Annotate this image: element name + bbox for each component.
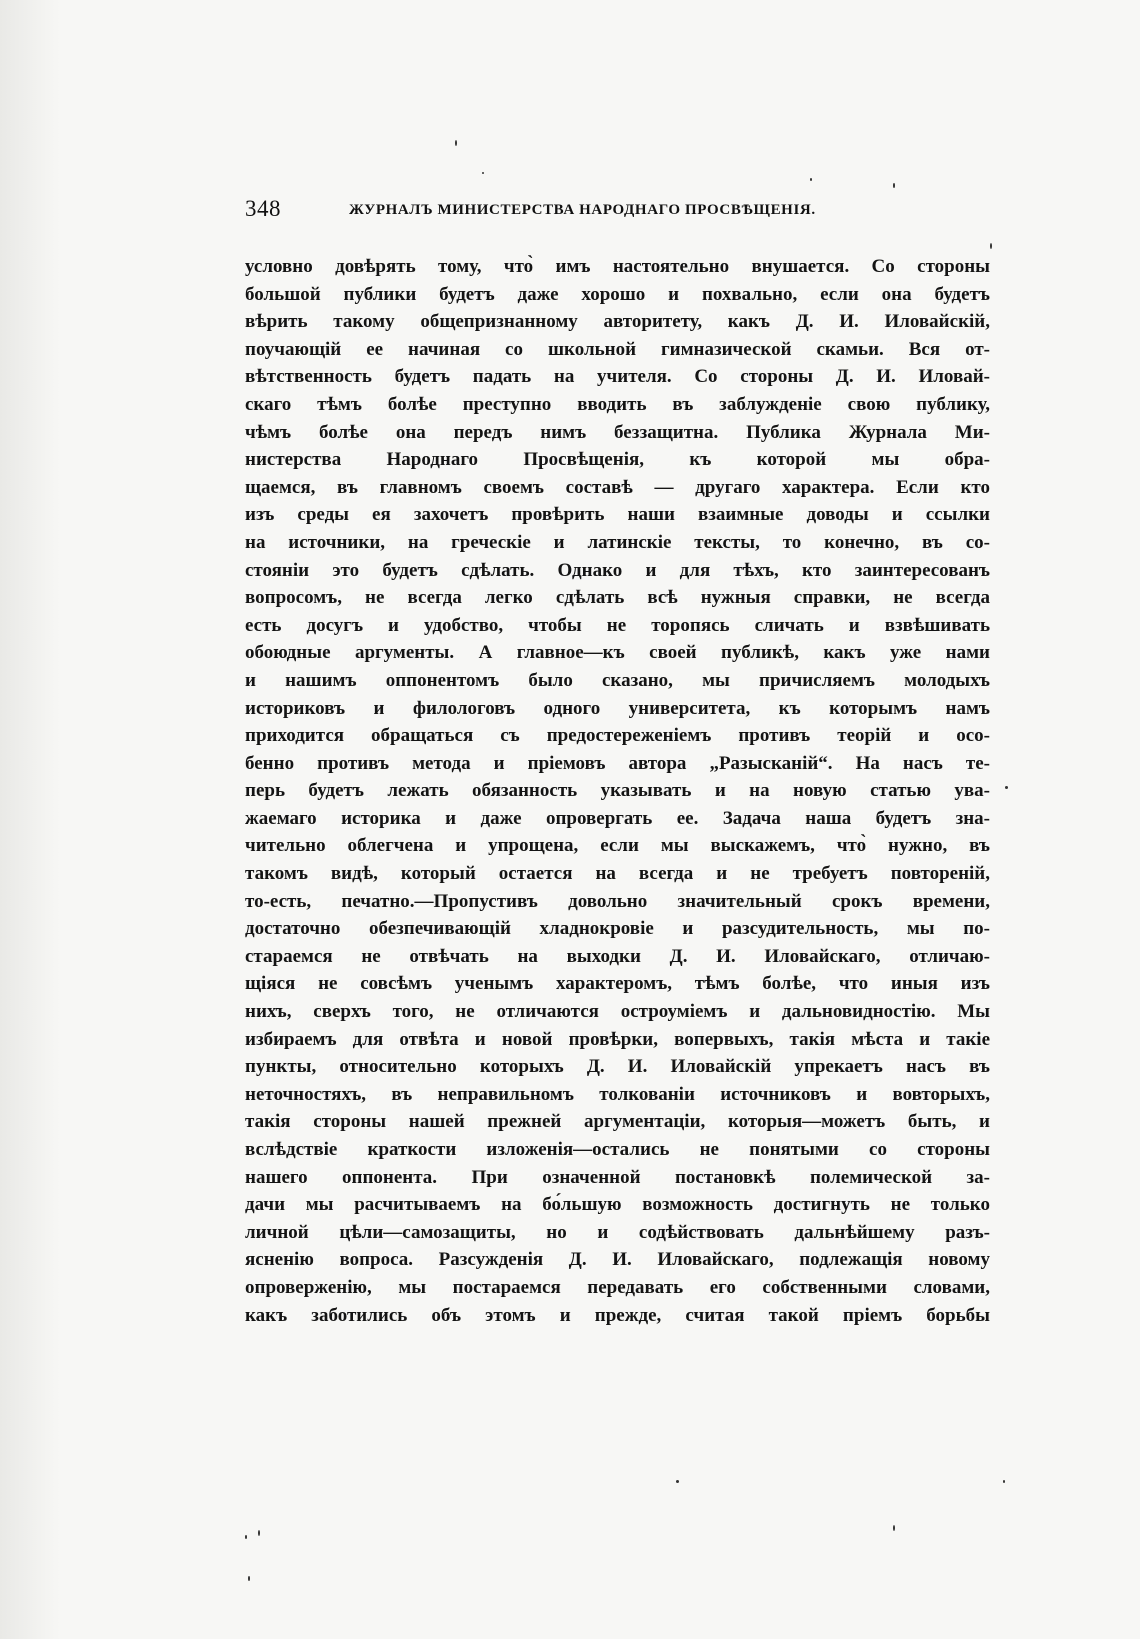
text-line: скаго тѣмъ болѣе преступно вводить въ заблужденіе свою публику, bbox=[245, 393, 990, 415]
scan-speck bbox=[258, 1530, 260, 1536]
text-line: чѣмъ болѣе она передъ нимъ беззащитна. Публика Журнала Ми- bbox=[245, 421, 990, 443]
text-line: такомъ видѣ, который остается на всегда и не требуетъ повтореній, bbox=[245, 863, 990, 885]
scan-speck bbox=[455, 140, 457, 146]
text-line: есть досугъ и удобство, чтобы не торопясь сличать и взвѣшивать bbox=[245, 614, 990, 636]
text-line: щіяся не совсѣмъ ученымъ характеромъ, тѣмъ болѣе, что иныя изъ bbox=[245, 973, 990, 995]
page-number: 348 bbox=[245, 196, 281, 221]
scan-speck bbox=[810, 178, 812, 181]
text-line: приходится обращаться съ предостереженіемъ противъ теорій и осо- bbox=[245, 725, 990, 747]
text-line: историковъ и филологовъ одного университета, къ которымъ намъ bbox=[245, 697, 990, 719]
text-line: нистерства Народнаго Просвѣщенія, къ которой мы обра- bbox=[245, 449, 990, 471]
scan-speck bbox=[1003, 1480, 1005, 1483]
scan-speck bbox=[1005, 786, 1008, 789]
text-line: нашего оппонента. При означенной постановкѣ полемической за- bbox=[245, 1166, 990, 1188]
page-header bbox=[245, 196, 925, 230]
text-line: опроверженію, мы постараемся передавать его собственными словами, bbox=[245, 1276, 990, 1298]
scan-speck bbox=[676, 1480, 679, 1483]
text-line: обоюдные аргументы. А главное—къ своей публикѣ, какъ уже нами bbox=[245, 642, 990, 664]
text-line: дачи мы расчитываемъ на бо́льшую возможность достигнуть не только bbox=[245, 1194, 990, 1216]
text-line: и нашимъ оппонентомъ было сказано, мы причисляемъ молодыхъ bbox=[245, 669, 990, 691]
text-line: нихъ, сверхъ того, не отличаются остроуміемъ и дальновидностію. Мы bbox=[245, 1001, 990, 1023]
scan-speck bbox=[893, 1525, 895, 1531]
text-line: на источники, на греческіе и латинскіе тексты, то конечно, въ со- bbox=[245, 531, 990, 553]
text-line: жаемаго историка и даже опровергать ее. Задача наша будетъ зна- bbox=[245, 807, 990, 829]
page-edge-shadow bbox=[0, 0, 60, 1639]
text-line: избираемъ для отвѣта и новой провѣрки, вопервыхъ, такія мѣста и такіе bbox=[245, 1028, 990, 1050]
text-line: стояніи это будетъ сдѣлать. Однако и для тѣхъ, кто заинтересованъ bbox=[245, 559, 990, 581]
running-title: ЖУРНАЛЪ МИНИСТЕРСТВА НАРОДНАГО ПРОСВѢЩЕНІЯ. bbox=[349, 202, 816, 218]
text-line: стараемся не отвѣчать на выходки Д. И. Иловайскаго, отличаю- bbox=[245, 945, 990, 967]
text-line: неточностяхъ, въ неправильномъ толкованіи источниковъ и вовторыхъ, bbox=[245, 1083, 990, 1105]
text-line: ясненію вопроса. Разсужденія Д. И. Иловайскаго, подлежащія новому bbox=[245, 1249, 990, 1271]
text-line: какъ заботились объ этомъ и прежде, считая такой пріемъ борьбы bbox=[245, 1304, 990, 1326]
text-line: щаемся, въ главномъ своемъ составѣ — другаго характера. Если кто bbox=[245, 476, 990, 498]
text-line: поучающій ее начиная со школьной гимназической скамьи. Вся от- bbox=[245, 338, 990, 360]
text-line: перь будетъ лежать обязанность указывать и на новую статью ува- bbox=[245, 780, 990, 802]
text-line: чительно облегчена и упрощена, если мы выскажемъ, что̀ нужно, въ bbox=[245, 835, 990, 857]
text-line: вѣтственность будетъ падать на учителя. Со стороны Д. И. Иловай- bbox=[245, 366, 990, 388]
text-line: бенно противъ метода и пріемовъ автора „Разысканій“. На насъ те- bbox=[245, 752, 990, 774]
text-line: вѣрить такому общепризнанному авторитету, какъ Д. И. Иловайскій, bbox=[245, 311, 990, 333]
scan-speck bbox=[482, 172, 484, 174]
scan-speck bbox=[245, 1535, 247, 1539]
text-line: личной цѣли—самозащиты, но и содѣйствовать дальнѣйшему разъ- bbox=[245, 1221, 990, 1243]
text-line: условно довѣрять тому, что̀ имъ настоятельно внушается. Со стороны bbox=[245, 256, 990, 277]
scan-speck bbox=[893, 183, 895, 188]
body-text bbox=[245, 253, 990, 1329]
text-line: вопросомъ, не всегда легко сдѣлать всѣ нужныя справки, не всегда bbox=[245, 587, 990, 609]
text-line: вслѣдствіе краткости изложенія—остались не понятыми со стороны bbox=[245, 1139, 990, 1160]
text-line: такія стороны нашей прежней аргументаціи, которыя—можетъ быть, и bbox=[245, 1111, 990, 1133]
text-line: большой публики будетъ даже хорошо и похвально, если она будетъ bbox=[245, 283, 990, 305]
text-line: то-есть, печатно.—Пропустивъ довольно значительный срокъ времени, bbox=[245, 890, 990, 912]
text-line: достаточно обезпечивающій хладнокровіе и разсудительность, мы по- bbox=[245, 918, 990, 940]
scan-speck bbox=[248, 1576, 250, 1581]
text-line: изъ среды ея захочетъ провѣрить наши взаимные доводы и ссылки bbox=[245, 504, 990, 526]
scan-speck bbox=[990, 243, 992, 249]
text-line: пункты, относительно которыхъ Д. И. Иловайскій упрекаетъ насъ въ bbox=[245, 1056, 990, 1078]
